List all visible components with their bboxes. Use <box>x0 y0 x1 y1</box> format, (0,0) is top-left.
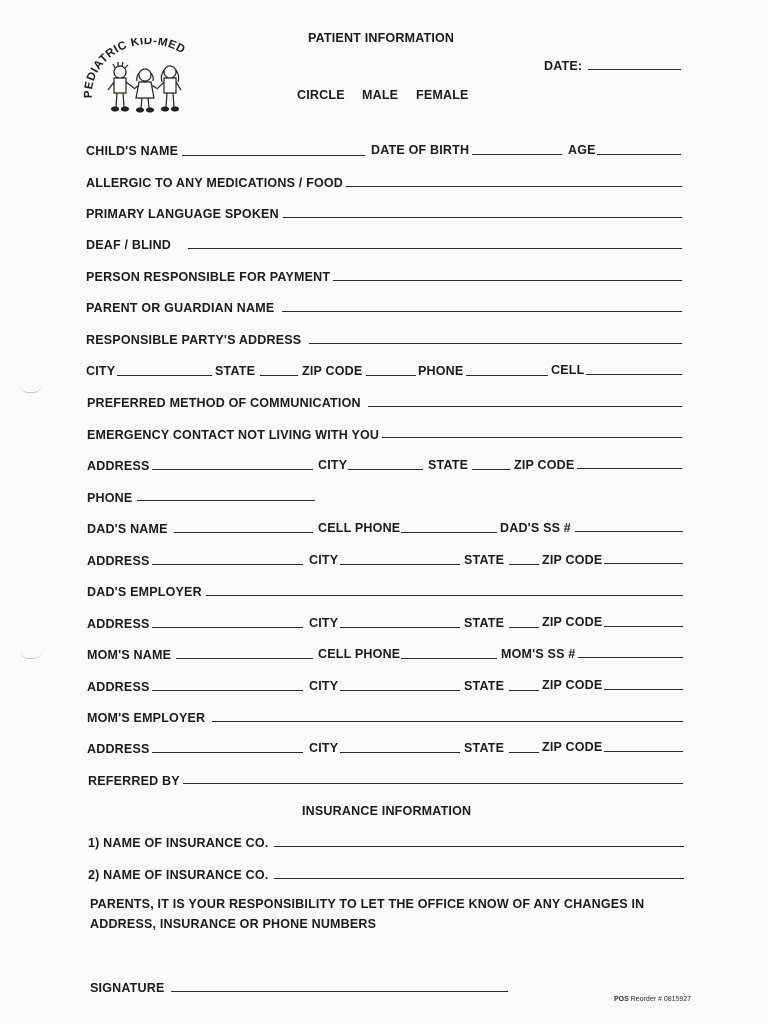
reorder-number <box>614 996 691 1003</box>
payment-field[interactable] <box>333 280 682 281</box>
date-field[interactable] <box>588 69 681 70</box>
emergency-zip-field[interactable] <box>577 468 682 469</box>
moms-city-field[interactable] <box>340 690 460 691</box>
moms-state-label: STATE <box>464 679 505 693</box>
dads-employer-field[interactable] <box>206 595 683 596</box>
insurance-2-label: 2) NAME OF INSURANCE CO. <box>88 868 269 882</box>
male-option[interactable]: MALE <box>362 88 399 102</box>
dads-employer-zip-label: ZIP CODE <box>542 615 603 629</box>
moms-city-label: CITY <box>309 679 339 693</box>
moms-employer-city-label: CITY <box>309 741 339 755</box>
moms-zip-field[interactable] <box>604 689 683 690</box>
dads-employer-address-label: ADDRESS <box>87 617 150 631</box>
emergency-phone-label: PHONE <box>87 491 133 505</box>
reorder-text: Reorder # 0815927 <box>630 996 692 1003</box>
state-field[interactable] <box>260 375 298 376</box>
emergency-state-label: STATE <box>428 458 469 472</box>
moms-employer-zip-label: ZIP CODE <box>542 740 603 754</box>
party-address-label: RESPONSIBLE PARTY'S ADDRESS <box>86 333 302 347</box>
notice-line-2: ADDRESS, INSURANCE OR PHONE NUMBERS <box>90 917 377 931</box>
dads-employer-state-field[interactable] <box>509 627 539 628</box>
svg-text:PEDIATRIC KID-MED: PEDIATRIC KID-MED <box>82 38 188 99</box>
moms-state-field[interactable] <box>509 690 539 691</box>
emergency-city-field[interactable] <box>348 469 423 470</box>
zip-code-label: ZIP CODE <box>302 364 363 378</box>
moms-employer-address-field[interactable] <box>152 752 303 753</box>
insurance-1-label: 1) NAME OF INSURANCE CO. <box>88 836 269 850</box>
phone-field[interactable] <box>466 375 548 376</box>
city-field[interactable] <box>117 375 212 376</box>
dads-employer-city-field[interactable] <box>340 627 460 628</box>
age-field[interactable] <box>597 154 681 155</box>
moms-zip-label: ZIP CODE <box>542 678 603 692</box>
childs-name-label: CHILD'S NAME <box>86 144 179 158</box>
moms-name-label: MOM'S NAME <box>87 648 172 662</box>
signature-label: SIGNATURE <box>90 981 165 995</box>
payment-label: PERSON RESPONSIBLE FOR PAYMENT <box>86 270 331 284</box>
dads-address-label: ADDRESS <box>87 554 150 568</box>
allergic-label: ALLERGIC TO ANY MEDICATIONS / FOOD <box>86 176 344 190</box>
childs-name-field[interactable] <box>182 155 365 156</box>
moms-employer-zip-field[interactable] <box>604 751 683 752</box>
dads-name-field[interactable] <box>174 532 313 533</box>
cell-label: CELL <box>551 363 585 377</box>
dads-employer-zip-field[interactable] <box>604 626 683 627</box>
dads-state-label: STATE <box>464 553 505 567</box>
signature-field[interactable] <box>171 991 508 992</box>
emergency-contact-label: EMERGENCY CONTACT NOT LIVING WITH YOU <box>87 428 380 442</box>
guardian-label: PARENT OR GUARDIAN NAME <box>86 301 275 315</box>
dads-employer-state-label: STATE <box>464 616 505 630</box>
moms-address-label: ADDRESS <box>87 680 150 694</box>
dads-cell-phone-field[interactable] <box>401 532 497 533</box>
moms-employer-label: MOM'S EMPLOYER <box>87 711 206 725</box>
moms-cell-phone-label: CELL PHONE <box>318 647 401 661</box>
female-option[interactable]: FEMALE <box>416 88 469 102</box>
dads-employer-label: DAD'S EMPLOYER <box>87 585 202 599</box>
scan-mark <box>20 384 42 393</box>
preferred-method-label: PREFERRED METHOD OF COMMUNICATION <box>87 396 361 410</box>
dads-city-field[interactable] <box>340 564 460 565</box>
moms-employer-city-field[interactable] <box>340 752 460 753</box>
dads-employer-address-field[interactable] <box>152 627 303 628</box>
moms-ss-field[interactable] <box>578 657 683 658</box>
dads-employer-city-label: CITY <box>309 616 339 630</box>
preferred-method-field[interactable] <box>368 406 682 407</box>
moms-employer-field[interactable] <box>212 721 683 722</box>
responsibility-notice <box>90 894 670 934</box>
date-of-birth-label: DATE OF BIRTH <box>371 143 470 157</box>
insurance-section-title: INSURANCE INFORMATION <box>302 804 472 818</box>
deaf-blind-label: DEAF / BLIND <box>86 238 172 252</box>
state-label: STATE <box>215 364 256 378</box>
cell-field[interactable] <box>586 374 682 375</box>
deaf-blind-field[interactable] <box>188 248 682 249</box>
dads-address-field[interactable] <box>152 564 303 565</box>
insurance-1-field[interactable] <box>274 846 684 847</box>
emergency-phone-field[interactable] <box>137 500 315 501</box>
dads-cell-phone-label: CELL PHONE <box>318 521 401 535</box>
moms-name-field[interactable] <box>176 658 313 659</box>
primary-language-field[interactable] <box>283 217 682 218</box>
city-label: CITY <box>86 364 116 378</box>
moms-employer-state-label: STATE <box>464 741 505 755</box>
referred-by-field[interactable] <box>183 783 683 784</box>
age-label: AGE <box>568 143 596 157</box>
moms-address-field[interactable] <box>152 690 303 691</box>
dads-zip-label: ZIP CODE <box>542 553 603 567</box>
party-address-field[interactable] <box>309 343 682 344</box>
emergency-address-label: ADDRESS <box>87 459 150 473</box>
allergic-field[interactable] <box>346 186 682 187</box>
moms-cell-phone-field[interactable] <box>401 658 497 659</box>
referred-by-label: REFERRED BY <box>88 774 180 788</box>
pediatric-kid-med-logo <box>82 38 212 122</box>
emergency-city-label: CITY <box>318 458 348 472</box>
dads-zip-field[interactable] <box>604 563 683 564</box>
primary-language-label: PRIMARY LANGUAGE SPOKEN <box>86 207 279 221</box>
moms-employer-address-label: ADDRESS <box>87 742 150 756</box>
emergency-zip-label: ZIP CODE <box>514 458 575 472</box>
form-title: PATIENT INFORMATION <box>308 31 455 45</box>
emergency-contact-field[interactable] <box>382 437 682 438</box>
emergency-state-field[interactable] <box>472 469 510 470</box>
dads-name-label: DAD'S NAME <box>87 522 168 536</box>
date-of-birth-field[interactable] <box>472 154 562 155</box>
dads-ss-field[interactable] <box>575 531 683 532</box>
reorder-prefix: POS <box>614 996 629 1003</box>
guardian-field[interactable] <box>282 311 682 312</box>
zip-code-field[interactable] <box>366 375 416 376</box>
notice-line-1: PARENTS, IT IS YOUR RESPONSIBILITY TO LET THE OFFICE KNOW OF ANY CHANGES IN <box>90 897 645 911</box>
scan-mark <box>20 650 42 659</box>
emergency-address-field[interactable] <box>152 469 313 470</box>
moms-employer-state-field[interactable] <box>509 752 539 753</box>
phone-label: PHONE <box>418 364 464 378</box>
dads-city-label: CITY <box>309 553 339 567</box>
dads-state-field[interactable] <box>509 564 539 565</box>
dads-ss-label: DAD'S SS # <box>500 521 571 535</box>
circle-label: CIRCLE <box>297 88 345 102</box>
date-label: DATE: <box>544 59 583 73</box>
insurance-2-field[interactable] <box>274 878 684 879</box>
moms-ss-label: MOM'S SS # <box>501 647 576 661</box>
